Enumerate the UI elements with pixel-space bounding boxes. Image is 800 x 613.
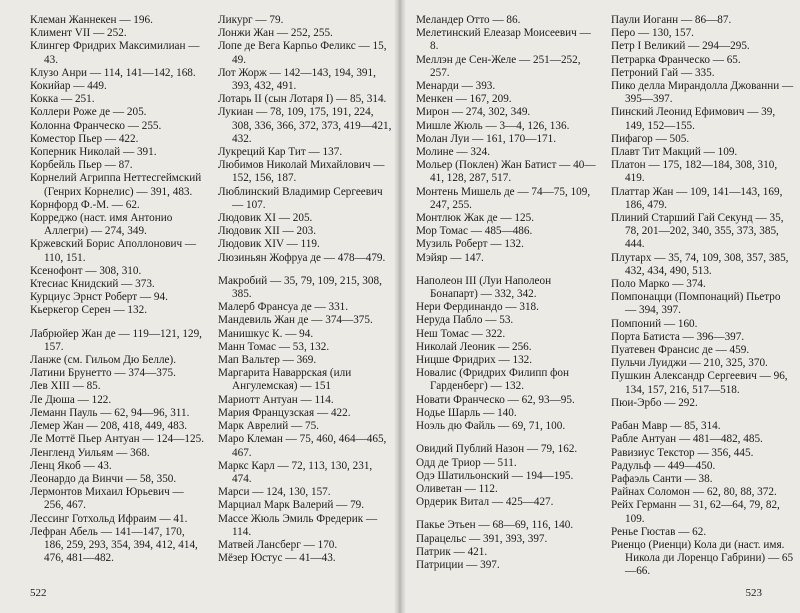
index-entry: Неш Томас — 322. <box>416 327 506 340</box>
index-entry: Макробий — 35, 79, 109, 215, 308, 385. <box>218 274 382 301</box>
index-entry: Пюи-Эрбо — 292. <box>611 396 698 409</box>
index-entry: Пифагор — 505. <box>611 132 690 145</box>
index-entry: Корреджо (наст. имя Антонио Аллегри) — 274, 349. <box>30 212 173 238</box>
index-entry: Мэйяр — 147. <box>416 251 484 264</box>
letter-section-gap <box>416 265 599 275</box>
index-entry: Мирон — 274, 302, 349. <box>416 106 531 119</box>
index-entry: Перо — 130, 157. <box>611 27 694 40</box>
index-entry: Малерб Франсуа де — 331. <box>218 301 349 314</box>
index-entry: Одд де Триор — 511. <box>416 456 517 469</box>
index-entry: Пико делла Мирандолла Джованни — 395—397. <box>611 80 794 106</box>
letter-section-gap <box>611 410 794 420</box>
index-entry: Рабан Мавр — 85, 314. <box>611 420 721 433</box>
index-entry: Музиль Роберт — 132. <box>416 238 524 251</box>
index-entry: Райнах Соломон — 62, 80, 88, 372. <box>611 486 777 499</box>
index-entry: Манишкус К. — 94. <box>218 327 314 340</box>
index-entry: Люзиньян Жофруа де — 478—479. <box>218 251 386 264</box>
index-entry: Климент VII — 252. <box>30 27 127 40</box>
index-entry: Пушкин Александр Сергеевич — 96, 134, 157, 216, 517—518. <box>611 370 788 396</box>
letter-section-gap <box>416 509 599 519</box>
index-entry: Риенцо (Риенци) Кола ди (наст. имя. Никола ди Лоренцо Габрини) — 65—66. <box>611 538 794 578</box>
right-page-column-2 <box>611 14 794 579</box>
index-entry: Корбейль Пьер — 87. <box>30 159 133 172</box>
index-entry: Молине — 324. <box>416 146 490 159</box>
index-entry: Пакье Этьен — 68—69, 116, 140. <box>416 519 574 532</box>
index-entry: Мария Французская — 422. <box>218 406 351 419</box>
index-entry: Клузо Анри — 114, 141—142, 168. <box>30 66 196 79</box>
letter-section-gap <box>30 318 206 328</box>
index-entry: Корнфорд Ф.-М. — 62. <box>30 198 140 211</box>
index-entry: Равизиус Текстор — 356, 445. <box>611 446 754 459</box>
index-entry: Людовик XII — 203. <box>218 225 317 238</box>
right-page-columns <box>416 14 794 579</box>
index-entry: Ксенофонт — 308, 310. <box>30 264 142 277</box>
index-entry: Ренье Гюстав — 62. <box>611 525 707 538</box>
index-entry: Оливетан — 112. <box>416 482 498 495</box>
index-entry: Мор Томас — 485—486. <box>416 225 533 238</box>
index-entry: Любимов Николай Михайлович — 152, 156, 187. <box>218 159 385 185</box>
index-entry: Помпонацци (Помпонаций) Пьетро — 394, 397. <box>611 291 781 317</box>
index-entry: Людовик XIV — 119. <box>218 238 320 251</box>
index-entry: Новати Франческо — 62, 93—95. <box>416 393 575 406</box>
index-entry: Патрик — 421. <box>416 545 488 558</box>
index-entry: Маргарита Наваррская (или Ангулемская) — 151 <box>218 367 352 393</box>
index-entry: Леманн Пауль — 62, 94—96, 311. <box>30 406 190 419</box>
index-entry: Петр I Великий — 294—295. <box>611 40 750 53</box>
right-page-column-1 <box>416 14 599 579</box>
index-entry: Кокка — 251. <box>30 93 95 106</box>
index-entry: Наполеон III (Луи Наполеон Бонапарт) — 332, 342. <box>416 274 552 301</box>
index-entry: Лабрюйер Жан де — 119—121, 129, 157. <box>30 327 202 353</box>
index-entry: Николай Леоник — 256. <box>416 340 532 353</box>
left-page-column-1 <box>30 14 206 565</box>
index-entry: Петроний Гай — 335. <box>611 66 715 79</box>
book-gutter <box>394 0 406 613</box>
index-entry: Радульф — 449—450. <box>611 459 716 472</box>
index-entry: Монтлюк Жак де — 125. <box>416 212 534 225</box>
index-entry: Лермонтов Михаил Юрьевич — 256, 467. <box>30 486 184 512</box>
index-entry: Массе Жюль Эмиль Фредерик — 114. <box>218 512 378 538</box>
index-entry: Плавт Тит Макций — 109. <box>611 146 738 159</box>
index-entry: Мишле Жюль — 3—4, 126, 136. <box>416 119 570 132</box>
index-entry: Рафаэль Санти — 38. <box>611 472 713 485</box>
index-entry: Маркс Карл — 72, 113, 130, 231, 474. <box>218 459 373 485</box>
index-entry: Неруда Пабло — 53. <box>416 314 514 327</box>
index-entry: Молан Луи — 161, 170—171. <box>416 132 557 145</box>
index-entry: Рабле Антуан — 481—482, 485. <box>611 433 763 446</box>
right-page <box>400 0 800 613</box>
index-entry: Люблинский Владимир Сергеевич — 107. <box>218 185 383 211</box>
index-entry: Пуатевен Франсис де — 459. <box>611 344 750 357</box>
index-entry: Кокийар — 449. <box>30 80 107 93</box>
index-entry: Пульчи Луиджи — 210, 325, 370. <box>611 357 768 370</box>
index-entry: Патриции — 397. <box>416 558 500 571</box>
index-entry: Коместор Пьер — 422. <box>30 132 139 145</box>
index-entry: Кьеркегор Серен — 132. <box>30 304 148 317</box>
index-entry: Лотарь II (сын Лотаря I) — 85, 314. <box>218 93 387 106</box>
index-entry: Лукреций Кар Тит — 137. <box>218 146 343 159</box>
index-entry: Лемер Жан — 208, 418, 449, 483. <box>30 420 188 433</box>
index-entry: Колонна Франческо — 255. <box>30 119 162 132</box>
index-entry: Мольер (Поклен) Жан Батист — 40—41, 128, 287, 517. <box>416 159 596 185</box>
index-entry: Ордерик Витал — 425—427. <box>416 496 554 509</box>
index-entry: Мап Вальтер — 369. <box>218 354 317 367</box>
index-entry: Лукиан — 78, 109, 175, 191, 224, 308, 336, 366, 372, 373, 419—421, 432. <box>218 106 392 145</box>
index-entry: Овидий Публий Назон — 79, 162. <box>416 443 578 456</box>
left-page-column-2 <box>218 14 394 565</box>
index-entry: Лефран Абель — 141—147, 170, 186, 259, 293, 354, 394, 412, 414, 476, 481—482. <box>30 525 198 565</box>
index-entry: Нодье Шарль — 140. <box>416 406 517 419</box>
index-entry: Паули Иоганн — 86—87. <box>611 14 732 26</box>
index-entry: Ленгленд Уильям — 368. <box>30 446 150 459</box>
index-entry: Матвей Лансберг — 170. <box>218 538 338 551</box>
index-entry: Лев XIII — 85. <box>30 380 101 393</box>
index-entry: Марциал Марк Валерий — 79. <box>218 499 365 512</box>
index-entry: Курциус Эрнст Роберт — 94. <box>30 291 168 304</box>
index-entry: Меландер Отто — 86. <box>416 14 521 26</box>
index-entry: Ктесиас Книдский — 373. <box>30 278 155 291</box>
index-entry: Латини Брунетто — 374—375. <box>30 367 176 380</box>
index-entry: Ланже (см. Гильом Дю Белле). <box>30 354 177 367</box>
index-entry: Менкен — 167, 209. <box>416 93 512 106</box>
index-entry: Плутарх — 35, 74, 109, 308, 357, 385, 432, 434, 490, 513. <box>611 251 789 277</box>
index-entry: Мариотт Антуан — 114. <box>218 393 334 406</box>
index-entry: Новалис (Фридрих Филипп фон Гарденберг) — 132. <box>416 367 570 393</box>
index-entry: Поло Марко — 374. <box>611 278 706 291</box>
index-entry: Корнелий Агриппа Неттесгеймский (Генрих Корнелис) — 391, 483. <box>30 172 202 198</box>
index-entry: Порта Батиста — 396—397. <box>611 330 745 343</box>
index-entry: Лонжи Жан — 252, 255. <box>218 27 333 40</box>
index-entry: Людовик XI — 205. <box>218 212 313 225</box>
index-entry: Рейх Германн — 31, 62—64, 79, 82, 109. <box>611 499 780 525</box>
index-entry: Меллэн де Сен-Желе — 251—252, 257. <box>416 53 581 79</box>
left-page-columns <box>30 14 394 565</box>
index-entry: Леонардо да Винчи — 58, 350. <box>30 472 177 485</box>
index-entry: Плиний Старший Гай Секунд — 35, 78, 201—202, 340, 355, 373, 385, 444. <box>611 212 784 251</box>
index-entry: Петрарка Франческо — 65. <box>611 53 741 66</box>
index-entry: Платон — 175, 182—184, 308, 310, 419. <box>611 159 778 185</box>
index-entry: Парацельс — 391, 393, 397. <box>416 532 548 545</box>
index-entry: Лот Жорж — 142—143, 194, 391, 393, 432, 491. <box>218 66 376 93</box>
index-entry: Ноэль дю Файль — 69, 71, 100. <box>416 420 566 433</box>
index-entry: Монтень Мишель де — 74—75, 109, 247, 255. <box>416 185 591 211</box>
index-entry: Мелетинский Елеазар Моисеевич — 8. <box>416 27 591 53</box>
right-page-number: 523 <box>745 587 762 599</box>
index-entry: Лессинг Готхольд Ифраим — 41. <box>30 512 188 525</box>
index-entry: Коперник Николай — 391. <box>30 146 157 159</box>
index-entry: Нери Фердинандо — 318. <box>416 301 539 314</box>
index-entry: Марси — 124, 130, 157. <box>218 486 331 499</box>
left-page-number: 522 <box>30 587 47 599</box>
index-entry: Ликург — 79. <box>218 14 284 26</box>
index-entry: Мёзер Юстус — 41—43. <box>218 552 336 565</box>
index-entry: Клеман Жаннекен — 196. <box>30 14 153 26</box>
index-entry: Одэ Шатильонский — 194—195. <box>416 469 574 482</box>
index-entry: Платтар Жан — 109, 141—143, 169, 186, 479. <box>611 185 783 211</box>
index-entry: Марк Аврелий — 75. <box>218 420 319 433</box>
index-entry: Ле Моттё Пьер Антуан — 124—125. <box>30 433 205 446</box>
index-entry: Помпоний — 160. <box>611 317 698 330</box>
index-entry: Пинский Леонид Ефимович — 39, 149, 152—155. <box>611 106 776 132</box>
letter-section-gap <box>218 265 394 275</box>
index-entry: Клингер Фридрих Максимилиан — 43. <box>30 40 200 66</box>
index-entry: Лопе де Вега Карпьо Феликс — 15, 49. <box>218 40 387 66</box>
index-entry: Маро Клеман — 75, 460, 464—465, 467. <box>218 433 387 459</box>
index-entry: Ницше Фридрих — 132. <box>416 354 533 367</box>
index-entry: Мандевиль Жан де — 374—375. <box>218 314 373 327</box>
index-entry: Кржевский Борис Аполлонович — 110, 151. <box>30 238 197 264</box>
index-entry: Коллери Роже де — 205. <box>30 106 147 119</box>
index-entry: Манн Томас — 53, 132. <box>218 340 330 353</box>
index-entry: Менарди — 393. <box>416 80 496 93</box>
index-entry: Ленц Якоб — 43. <box>30 459 112 472</box>
letter-section-gap <box>416 433 599 443</box>
index-entry: Ле Дюша — 122. <box>30 393 112 406</box>
